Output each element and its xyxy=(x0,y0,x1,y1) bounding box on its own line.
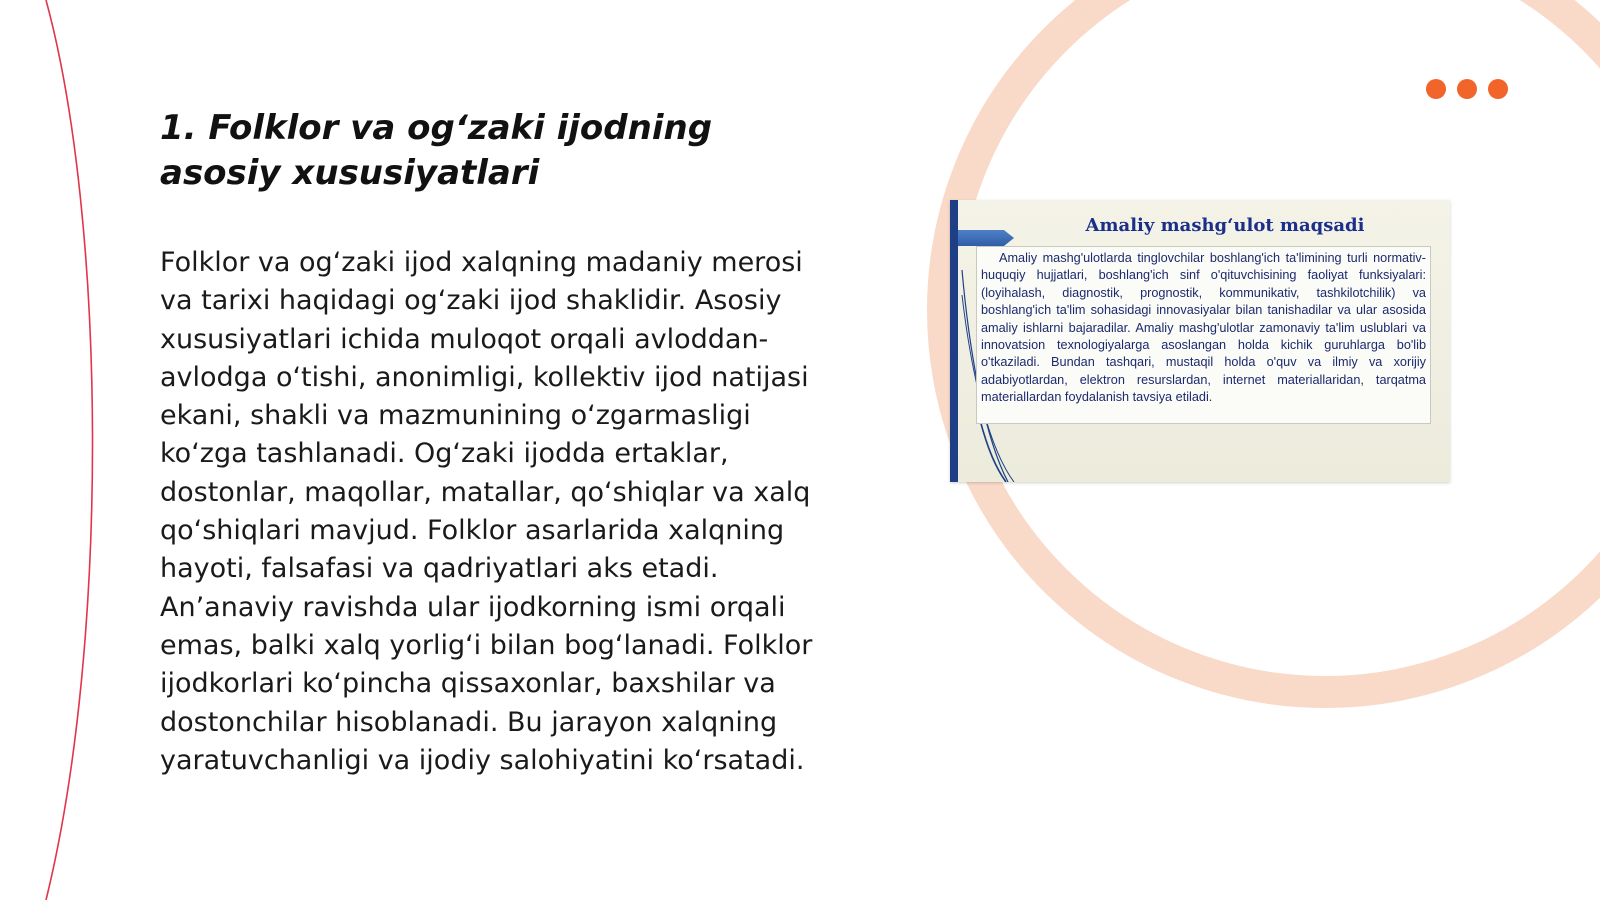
slide-body-text: Folklor va og‘zaki ijod xalqning madaniy merosi va tarixi haqidagi og‘zaki ijod shaklidir. Asosiy xususiyatlari ichida muloqot orqali avloddan-avlodga o‘tishi, anonimligi, kollektiv ijod natijasi ekani, shakli va mazmunining o‘zgarmasligi ko‘zga tashlanadi. Og‘zaki ijodda ertaklar, dostonlar, maqollar, matallar, qo‘shiqlar va xalq qo‘shiqlari mavjud. Folklor asarlarida xalqning hayoti, falsafasi va qadriyatlari aks etadi. An’anaviy ravishda ular ijodkorning ismi orqali emas, balki xalq yorlig‘i bilan bog‘lanadi. Folklor ijodkorlari ko‘pincha qissaxonlar, baxshilar va dostonchilar hisoblanadi. Bu jarayon xalqning yaratuvchanligi va ijodiy salohiyatini ko‘rsatadi. xyxy=(160,247,813,776)
orange-dot xyxy=(1426,79,1446,99)
figure-paragraph: Amaliy mashg'ulotlarda tinglovchilar boshlang'ich ta'limining turli normativ-huquqiy hujjatlari, boshlang'ich sinf o'qituvchisining faoliyat funksiyalari: (loyihalash, diagnostik, prognostik, kommunikativ, tashkilotchilik) va boshlang'ich ta'lim sohasidagi innovasiyalar bilan tanishadilar va ular asosida amaliy ishlarni bajaradilar. Amaliy mashg'ulotlar zamonaviy ta'lim uslublari va innovatsion texnologiyalarga asoslangan holda kichik guruhlarga bo'lib o'tkaziladi. Bundan tashqari, mustaqil holda o'quv va ilmiy va xorijiy adabiyotlardan, elektron resurslardan, internet materiallaridan, tarqatma materiallardan foydalanish tavsiya etiladi. xyxy=(981,251,1426,405)
orange-dot xyxy=(1488,79,1508,99)
figure-title: Amaliy mashg‘ulot maqsadi xyxy=(1085,215,1365,236)
embedded-slide-image xyxy=(950,200,1450,482)
decorative-dots xyxy=(1426,79,1508,99)
orange-dot xyxy=(1457,79,1477,99)
left-curve-line xyxy=(46,0,93,900)
figure-text-box xyxy=(976,246,1431,424)
slide-title: 1. Folklor va og‘zaki ijodning asosiy xususiyatlari xyxy=(160,108,713,193)
